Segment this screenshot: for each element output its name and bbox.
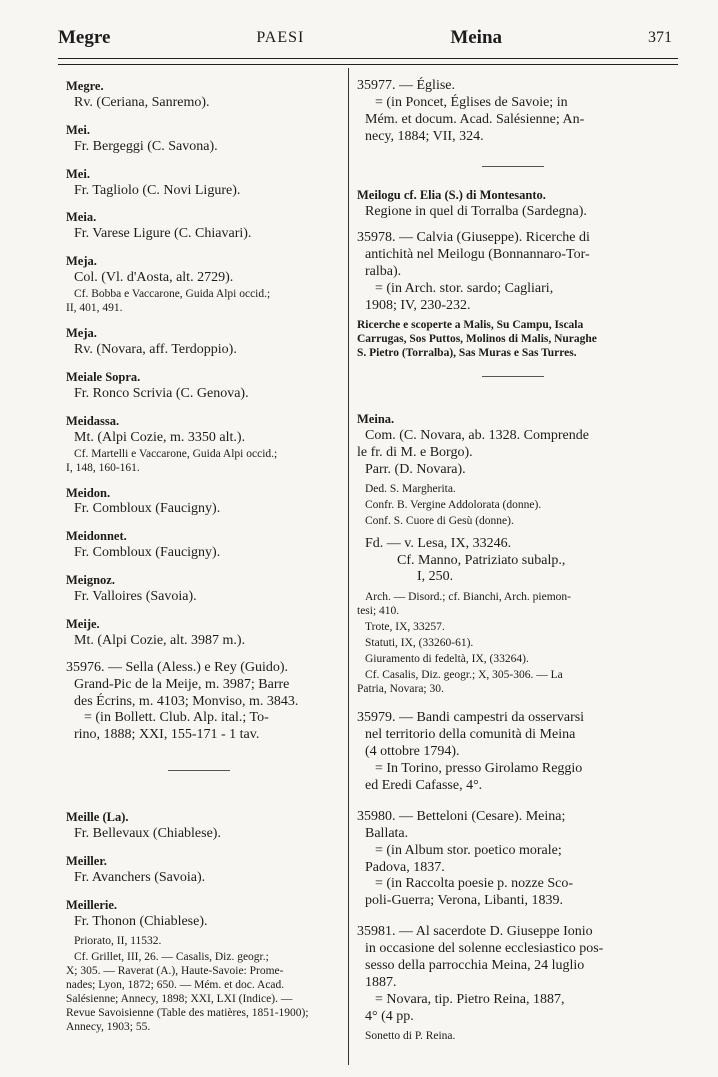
entry-note: Ded. S. Margherita.	[365, 482, 456, 495]
entry-note: Annecy, 1903; 55.	[66, 1020, 151, 1033]
entry-headword: Meina.	[357, 411, 395, 426]
bibliographic-entry	[357, 924, 669, 1042]
section-separator	[482, 376, 544, 377]
entry	[66, 166, 332, 200]
entry-note: Priorato, II, 11532.	[74, 934, 162, 947]
entry-line: Fd. — v. Lesa, IX, 33246.	[365, 535, 512, 551]
entry-note: Sonetto di P. Reina.	[365, 1029, 456, 1042]
entry-headword: Meja.	[66, 254, 97, 269]
entry-note: Cf. Grillet, III, 26. — Casalis, Diz. geogr.;	[74, 950, 269, 963]
entry-line: (4 ottobre 1794).	[365, 744, 460, 760]
entry-line: Fr. Tagliolo (C. Novi Ligure).	[74, 182, 241, 198]
entry-headword: Meja.	[66, 326, 97, 341]
entry	[66, 528, 332, 562]
entry-line: Mt. (Alpi Cozie, m. 3350 alt.).	[74, 429, 246, 445]
entry	[66, 897, 332, 1034]
entry-note: S. Pietro (Torralba), Sas Muras e Sas Turres.	[357, 346, 577, 359]
entry-line: Fr. Combloux (Faucigny).	[74, 501, 221, 517]
entry-line: ralba).	[365, 264, 402, 280]
entry-headword: Megre.	[66, 79, 104, 93]
entry-line: Parr. (D. Novara).	[365, 461, 466, 477]
column-divider	[348, 68, 349, 1065]
entry-note: Arch. — Disord.; cf. Bianchi, Arch. piemon-	[365, 591, 571, 604]
entry-line: = (in Bollett. Club. Alp. ital.; To-	[84, 710, 269, 726]
entry-line: Fr. Thonon (Chiablese).	[74, 913, 208, 929]
entry-note: Statuti, IX, (33260-61).	[365, 637, 474, 650]
entry-note: Conf. S. Cuore di Gesù (donne).	[365, 514, 514, 527]
entry-note: Cf. Bobba e Vaccarone, Guida Alpi occid.;	[74, 288, 271, 301]
entry-note: Ricerche e scoperte a Malis, Su Campu, Iscala	[357, 318, 584, 331]
entry-line: Fr. Varese Ligure (C. Chiavari).	[74, 226, 252, 242]
entry-line: rino, 1888; XXI, 155-171 - 1 tav.	[74, 727, 260, 743]
entry	[66, 485, 332, 519]
entry-line: Ballata.	[365, 825, 409, 841]
bibliographic-entry	[66, 660, 332, 745]
entry	[66, 572, 332, 606]
entry	[66, 853, 332, 887]
entry-headword: Meia.	[66, 210, 97, 225]
entry-line: des Écrins, m. 4103; Monviso, m. 3843.	[74, 693, 299, 709]
entry-headword: Meille (La).	[66, 810, 129, 825]
entry-line: = (in Arch. stor. sardo; Cagliari,	[375, 281, 554, 297]
entry-line: = In Torino, presso Girolamo Reggio	[375, 761, 583, 777]
header-rule-bottom	[58, 64, 678, 65]
entry-note: Confr. B. Vergine Addolorata (donne).	[365, 498, 542, 511]
entry-line: 35977. — Église.	[357, 78, 455, 93]
page-number: 371	[648, 29, 672, 46]
entry-note: Cf. Casalis, Diz. geogr.; X, 305-306. — La	[365, 669, 563, 682]
entry-line: 35979. — Bandi campestri da osservarsi	[357, 710, 585, 726]
entry-note: Revue Savoisienne (Table des matières, 1851-1900);	[66, 1006, 309, 1019]
entry-headword: Meillerie.	[66, 897, 118, 912]
entry-note: X; 305. — Raverat (A.), Haute-Savoie: Prome-	[66, 964, 284, 977]
entry-line: 35980. — Betteloni (Cesare). Meina;	[357, 808, 566, 824]
entry-note: Salésienne; Annecy, 1898; XXI, LXI (Indice). —	[66, 992, 293, 1005]
bibliographic-entry	[357, 809, 669, 910]
entry-line: 4° (4 pp.	[365, 1008, 414, 1024]
bibliographic-entry	[357, 78, 669, 146]
entry-line: Rv. (Novara, aff. Terdoppio).	[74, 341, 237, 357]
entry-line: I, 250.	[417, 569, 454, 585]
entry	[357, 187, 669, 221]
entry-note: Cf. Martelli e Vaccarone, Guida Alpi occid.;	[74, 447, 278, 460]
entry-note: Patria, Novara; 30.	[357, 683, 444, 696]
entry-line: 1887.	[365, 975, 397, 990]
entry-line: Fr. Avanchers (Savoia).	[74, 870, 206, 885]
entry-headword: Meije.	[66, 616, 100, 631]
entry-headword: Mei.	[66, 166, 90, 181]
entry-headword: Meidon.	[66, 485, 111, 500]
entry-headword: Meidonnet.	[66, 529, 127, 544]
header-section-title: PAESI	[256, 29, 305, 46]
entry-line: 35981. — Al sacerdote D. Giuseppe Ionio	[357, 924, 593, 940]
bibliographic-entry	[357, 230, 669, 360]
section-separator	[482, 166, 544, 167]
entry-note: I, 148, 160-161.	[66, 461, 140, 474]
entry-line: = Novara, tip. Pietro Reina, 1887,	[375, 991, 565, 1007]
entry-line: poli-Guerra; Verona, Libanti, 1839.	[365, 893, 564, 909]
entry-line: le fr. di M. e Borgo).	[357, 444, 473, 460]
entry-line: = (in Album stor. poetico morale;	[375, 842, 562, 858]
entry-line: Rv. (Ceriana, Sanremo).	[74, 94, 210, 110]
entry-line: 35976. — Sella (Aless.) e Rey (Guido).	[66, 659, 289, 675]
section-separator	[168, 770, 230, 771]
header-left-word: Megre	[58, 27, 111, 48]
entry-line: 1908; IV, 230-232.	[365, 298, 471, 314]
entry-line: necy, 1884; VII, 324.	[365, 128, 484, 144]
entry	[66, 209, 332, 243]
entry	[66, 253, 332, 315]
entry-note: Giuramento di fedeltà, IX, (33264).	[365, 653, 529, 666]
entry-line: Col. (Vl. d'Aosta, alt. 2729).	[74, 270, 234, 286]
entry-headword: Meiller.	[66, 854, 107, 869]
header-rule-top	[58, 58, 678, 59]
entry	[66, 616, 332, 650]
entry-line: antichità nel Meilogu (Bonnannaro-Tor-	[365, 247, 590, 263]
entry-line: Padova, 1837.	[365, 859, 445, 875]
entry-headword: Meilogu cf. Elia (S.) di Montesanto.	[357, 187, 546, 202]
entry-line: sesso della parrocchia Meina, 24 luglio	[365, 958, 585, 974]
entry	[357, 411, 669, 696]
bibliographic-entry	[357, 710, 669, 795]
header-right-word: Meina	[450, 27, 503, 48]
entry-note: tesi; 410.	[357, 605, 400, 618]
entry-line: ed Eredi Cafasse, 4°.	[365, 777, 483, 793]
entry-note: Trote, IX, 33257.	[365, 621, 445, 634]
entry-line: Fr. Bergeggi (C. Savona).	[74, 138, 218, 154]
entry-line: = (in Raccolta poesie p. nozze Sco-	[375, 876, 573, 892]
entry-line: nel territorio della comunità di Meina	[365, 727, 576, 743]
entry-line: in occasione del solenne ecclesiastico pos-	[365, 941, 604, 957]
right-column	[357, 78, 669, 1053]
entry-line: Fr. Combloux (Faucigny).	[74, 545, 221, 561]
entry-note: Carrugas, Sos Puttos, Molinos di Malis, Nuraghe	[357, 332, 597, 345]
left-column	[66, 78, 332, 1044]
entry-line: Mém. et docum. Acad. Salésienne; An-	[365, 111, 585, 127]
entry-line: Regione in quel di Torralba (Sardegna).	[365, 203, 587, 219]
entry-line: Fr. Valloires (Savoia).	[74, 589, 197, 605]
entry	[66, 122, 332, 156]
entry	[66, 369, 332, 403]
entry	[66, 413, 332, 475]
entry-line: = (in Poncet, Églises de Savoie; in	[375, 94, 568, 110]
entry	[66, 809, 332, 843]
entry-line: Mt. (Alpi Cozie, alt. 3987 m.).	[74, 632, 246, 648]
entry	[66, 78, 332, 112]
running-header	[58, 24, 672, 52]
entry-headword: Meiale Sopra.	[66, 369, 141, 384]
entry-line: Cf. Manno, Patriziato subalp.,	[397, 552, 566, 568]
entry-line: Fr. Ronco Scrivia (C. Genova).	[74, 385, 249, 401]
entry-line: Grand-Pic de la Meije, m. 3987; Barre	[74, 676, 290, 692]
entry-note: II, 401, 491.	[66, 302, 123, 315]
entry-headword: Meidassa.	[66, 413, 120, 428]
entry-note: nades; Lyon, 1872; 650. — Mém. et doc. Acad.	[66, 978, 285, 991]
entry-line: Fr. Bellevaux (Chiablese).	[74, 826, 221, 842]
entry	[66, 325, 332, 359]
entry-line: Com. (C. Novara, ab. 1328. Comprende	[365, 427, 589, 443]
entry-line: 35978. — Calvia (Giuseppe). Ricerche di	[357, 230, 590, 246]
entry-headword: Meignoz.	[66, 573, 115, 588]
entry-headword: Mei.	[66, 122, 90, 137]
